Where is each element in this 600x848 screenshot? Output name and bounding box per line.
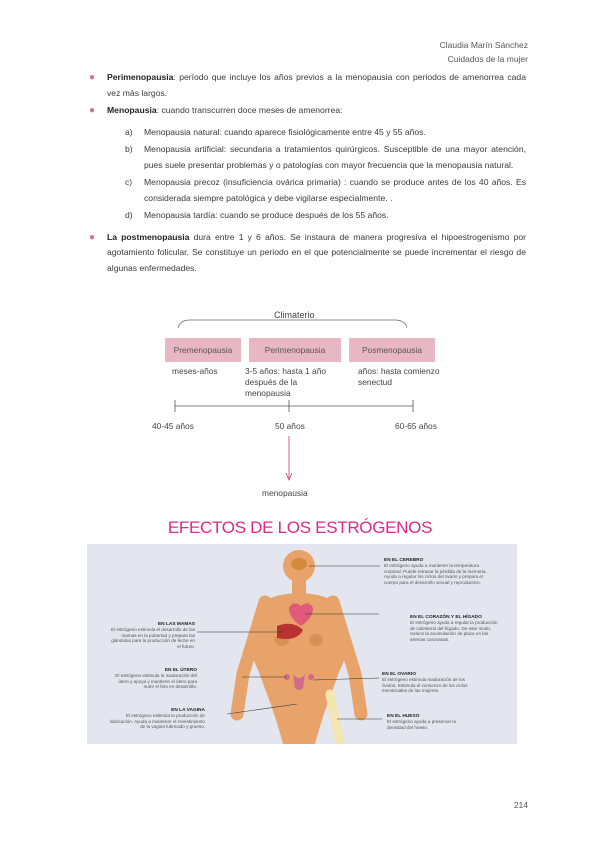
effects-title: EFECTOS DE LOS ESTRÓGENOS [167,518,433,537]
bullet-icon: ● [89,231,96,243]
main-content [88,70,526,278]
desc-posmenopausia: años: hasta comienzo senectud [358,366,440,387]
estrogen-effects-figure [87,544,517,744]
box-perimenopausia: Perimenopausia [249,338,341,362]
label-bone: EN EL HUESO El estrógeno ayuda a preservar la densidad del hueso. [387,714,456,730]
age-start: 40-45 años [152,421,194,431]
event-menopausia: menopausia [262,488,308,498]
bullet-postmenopausia [88,230,526,277]
label-heart-liver: EN EL CORAZÓN Y EL HÍGADO El estrógeno ayuda a regular la producción de colesterol del hígado. De este modo, reduce la acumulación de placa en las arterias coronarias. [410,615,498,642]
list-item: a) Menopausia natural: cuando aparece fisiológicamente entre 45 y 55 años. [125,126,426,137]
page-header [440,38,528,66]
desc-perimenopausia: 3-5 años: hasta 1 año después de la menopausia [245,366,327,398]
bullet-text: : cuando transcurren doce meses de amenorrea: [156,105,343,115]
bullet-term: Menopausia [107,105,157,115]
timeline-title: Climaterio [274,310,315,320]
list-item: d) Menopausia tardía: cuando se produce después de los 55 años. [125,210,389,220]
age-end: 60-65 años [395,421,437,431]
header-subject: Cuidados de la mujer [447,54,528,64]
bullet-term: La postmenopausia [107,231,190,242]
header-author: Claudia Marín Sánchez [439,40,528,50]
bullet-icon: ● [89,72,96,83]
bullet-menopausia [88,103,526,119]
menopausia-types [88,125,526,224]
list-item: b) Menopausia artificial: secundaria a tratamientos quirúrgicos. Susceptible de una mayor atención, pues suele presentar problemas y o patologías con mayor frecuencia que la menopausia natural. [125,144,526,170]
label-brain: EN EL CEREBRO El estrógeno ayuda a mantener la temperatura corporal. Puede retrasar la pérdida de la memoria. Ayuda a regular los ciclos del ovario y prepara el cuerpo para el desarrollo sexual y reproductivo. [384,558,487,585]
label-vagina: EN LA VAGINA El estrógeno estimula la producción de lubricación. Ayuda a mantener el revestimiento de la vagina lubricado y grueso. [109,708,205,730]
bullet-term: Perimenopausia [107,72,174,82]
climaterio-timeline [150,308,450,508]
label-uterus: EN EL ÚTERO El estrógeno estimula la maduración del útero y apoya y mantiene el útero para nutrir el feto en desarrollo. [115,668,197,690]
bullet-perimenopausia [88,70,526,101]
label-ovary: EN EL OVARIO El estrógeno estimula maduración de los óvulos. Estimula el comienzo de los ciclos menstruales de las mujeres. [382,672,468,694]
bullet-text: : período que incluye los años previos a la menopausia con periodos de amenorrea cada vez más largos. [107,72,526,98]
label-breasts: EN LAS MAMAS El estrógeno estimula el desarrollo de las mamas en la pubertad y prepara las glándulas para la producción de leche en el futuro. [110,622,195,649]
bullet-icon: ● [89,105,96,116]
desc-premenopausia: meses-años [172,366,218,376]
bullet-text: dura entre 1 y 6 años. Se instaura de manera progresiva el hipoestrogenismo por agotamiento folicular. Se constituye un periodo en el que potencialmente se puede incrementar el riesgo de algunas enfermedades. [107,231,526,273]
box-premenopausia: Premenopausia [165,338,241,362]
box-posmenopausia: Posmenopausia [349,338,435,362]
age-menopause: 50 años [275,421,305,431]
page-number: 214 [513,800,528,810]
list-item: c) Menopausia precoz (insuficiencia ovárica primaria) : cuando se produce antes de los 40 años. Es considerada siempre patológica y debe vigilarse especialmente. . [125,177,526,203]
brain-shape [291,558,307,570]
